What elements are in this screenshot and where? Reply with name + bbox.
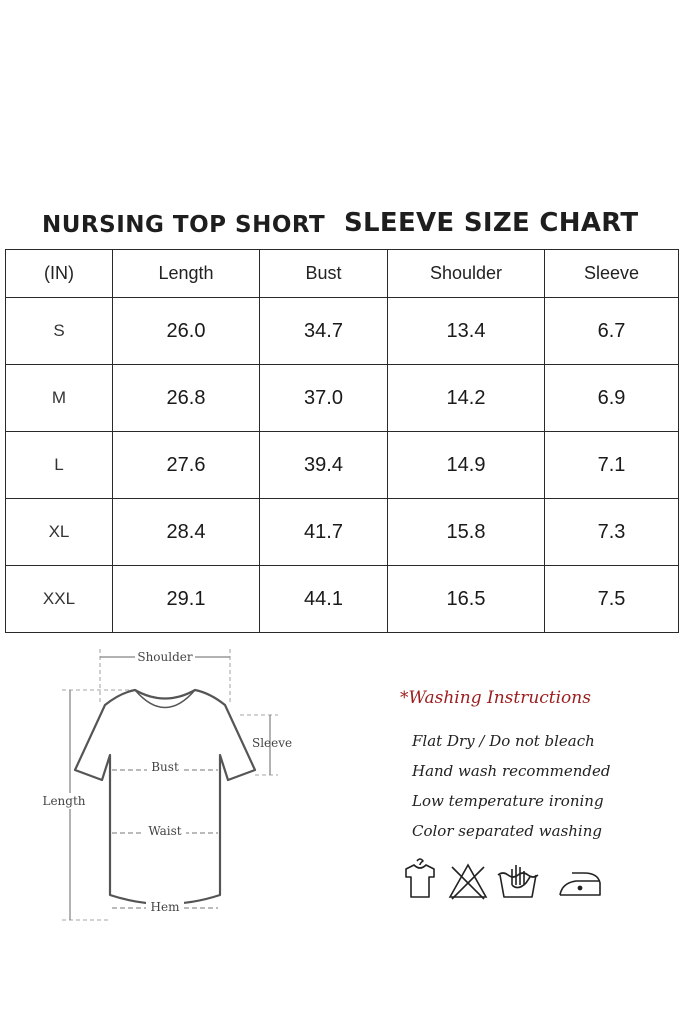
- header-bust: Bust: [260, 250, 388, 298]
- sleeve-cell: 7.3: [545, 499, 679, 566]
- shoulder-cell: 16.5: [388, 566, 545, 633]
- table-row: [6, 365, 679, 432]
- title-part-1: NURSING TOP SHORT: [42, 212, 326, 238]
- bust-label: Bust: [151, 760, 179, 774]
- bust-cell: 34.7: [260, 298, 388, 365]
- length-cell: 28.4: [113, 499, 260, 566]
- bust-cell: 37.0: [260, 365, 388, 432]
- sleeve-cell: 6.7: [545, 298, 679, 365]
- washing-item: Low temperature ironing: [412, 792, 604, 810]
- bust-cell: 44.1: [260, 566, 388, 633]
- size-cell: M: [6, 365, 113, 432]
- size-cell: L: [6, 432, 113, 499]
- sleeve-cell: 7.5: [545, 566, 679, 633]
- length-cell: 26.8: [113, 365, 260, 432]
- length-cell: 27.6: [113, 432, 260, 499]
- low-iron-icon: [560, 873, 600, 895]
- washing-item: Color separated washing: [412, 822, 602, 840]
- size-table: [5, 249, 679, 633]
- title-part-2: SLEEVE SIZE CHART: [344, 208, 639, 238]
- shoulder-cell: 14.9: [388, 432, 545, 499]
- care-icons: [400, 855, 610, 903]
- size-cell: S: [6, 298, 113, 365]
- bust-cell: 41.7: [260, 499, 388, 566]
- shoulder-cell: 14.2: [388, 365, 545, 432]
- table-header-row: [6, 250, 679, 298]
- length-cell: 26.0: [113, 298, 260, 365]
- table-row: [6, 432, 679, 499]
- sleeve-cell: 7.1: [545, 432, 679, 499]
- no-bleach-icon: [450, 865, 486, 899]
- length-cell: 29.1: [113, 566, 260, 633]
- size-cell: XXL: [6, 566, 113, 633]
- sleeve-label: Sleeve: [252, 736, 293, 750]
- header-sleeve: Sleeve: [545, 250, 679, 298]
- washing-item: Flat Dry / Do not bleach: [412, 732, 595, 750]
- table-row: [6, 566, 679, 633]
- size-cell: XL: [6, 499, 113, 566]
- sleeve-cell: 6.9: [545, 365, 679, 432]
- bust-cell: 39.4: [260, 432, 388, 499]
- length-label: Length: [42, 794, 86, 808]
- tshirt-outline: [75, 690, 255, 904]
- washing-item: Hand wash recommended: [412, 762, 611, 780]
- header-unit: (IN): [6, 250, 113, 298]
- table-row: [6, 298, 679, 365]
- header-shoulder: Shoulder: [388, 250, 545, 298]
- chart-title: [0, 208, 680, 244]
- shoulder-cell: 15.8: [388, 499, 545, 566]
- flat-dry-icon: [406, 859, 434, 897]
- hem-label: Hem: [150, 900, 180, 914]
- waist-label: Waist: [148, 824, 182, 838]
- table-row: [6, 499, 679, 566]
- shoulder-cell: 13.4: [388, 298, 545, 365]
- washing-title: *Washing Instructions: [400, 688, 591, 708]
- shoulder-label: Shoulder: [137, 650, 193, 664]
- header-length: Length: [113, 250, 260, 298]
- tshirt-measurement-diagram: [30, 645, 310, 935]
- hand-wash-icon: [498, 865, 538, 897]
